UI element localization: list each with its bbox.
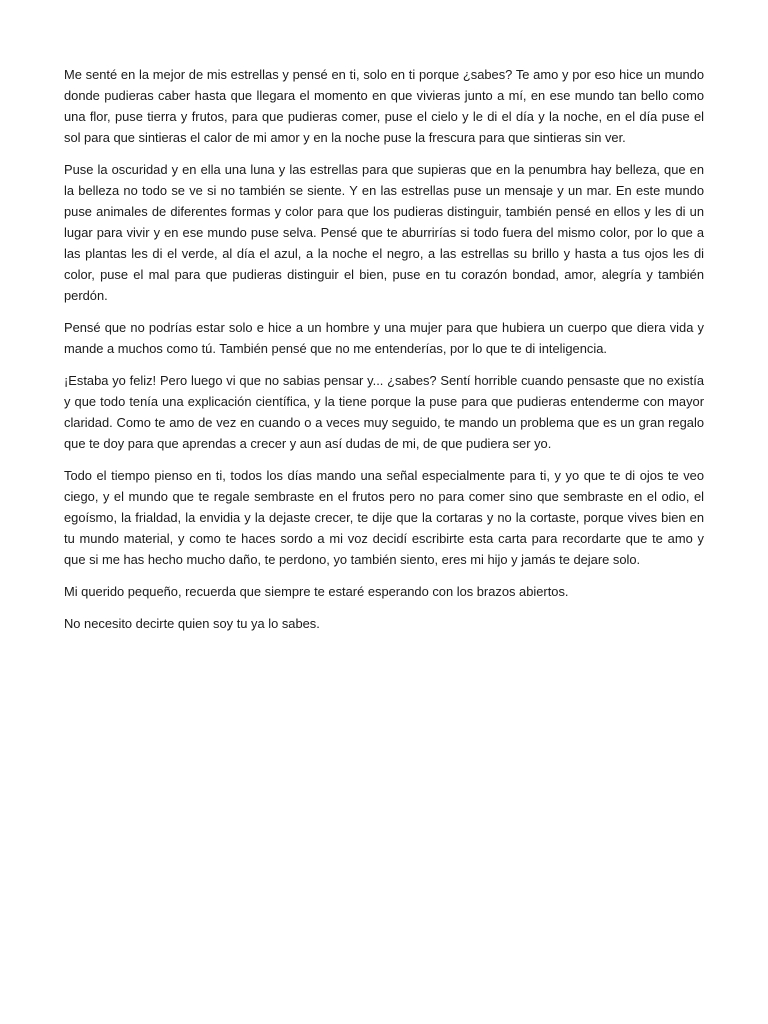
document-page xyxy=(64,64,704,645)
paragraph-2: Puse la oscuridad y en ella una luna y las estrellas para que supieras que en la penumbra hay belleza, que en la belleza no todo se ve si no también se siente. Y en las estrellas puse un mensaje y un mar. En este mundo puse animales de diferentes formas y color para que los pudieras distinguir, también pensé en ellos y les di un lugar para vivir y en ese mundo puse selva. Pensé que te aburrirías si todo fuera del mismo color, por lo que a las plantas les di el verde, al día el azul, a la noche el negro, a las estrellas su brillo y hasta a tus ojos les di color, puse el mal para que pudieras distinguir el bien, puse en tu corazón bondad, amor, alegría y también perdón. xyxy=(64,162,704,303)
paragraph-5: Todo el tiempo pienso en ti, todos los días mando una señal especialmente para ti, y yo que te di ojos te veo ciego, y el mundo que te regale sembraste en el frutos pero no para comer sino que sembraste en el odio, el egoísmo, la frialdad, la envidia y la dejaste crecer, te dije que la cortaras y no la cortaste, porque vives bien en tu mundo material, y como te haces sordo a mi voz decidí escribirte esta carta para recordarte que te amo y que si me has hecho mucho daño, te perdono, yo también siento, eres mi hijo y jamás te dejare solo. xyxy=(64,468,704,567)
paragraph-7: No necesito decirte quien soy tu ya lo sabes. xyxy=(64,616,320,631)
paragraph-1: Me senté en la mejor de mis estrellas y pensé en ti, solo en ti porque ¿sabes? Te amo y por eso hice un mundo donde pudieras caber hasta que llegara el momento en que vivieras junto a mí, en ese mundo tan bello como una flor, puse tierra y frutos, para que pudieras comer, puse el cielo y le di el día y la noche, en el día puse el sol para que sintieras el calor de mi amor y en la noche puse la frescura para que sintieras sin ver. xyxy=(64,67,704,145)
paragraph-4: ¡Estaba yo feliz! Pero luego vi que no sabias pensar y... ¿sabes? Sentí horrible cuando pensaste que no existía y que todo tenía una explicación científica, y la tiene porque la puse para que pudieras entenderme con mayor claridad. Como te amo de vez en cuando o a veces muy seguido, te mando un problema que es un gran regalo que te doy para que aprendas a crecer y aun así dudas de mi, de que pudiera ser yo. xyxy=(64,373,704,451)
paragraph-3: Pensé que no podrías estar solo e hice a un hombre y una mujer para que hubiera un cuerpo que diera vida y mande a muchos como tú. También pensé que no me entenderías, por lo que te di inteligencia. xyxy=(64,320,704,356)
paragraph-6: Mi querido pequeño, recuerda que siempre te estaré esperando con los brazos abiertos. xyxy=(64,584,569,599)
